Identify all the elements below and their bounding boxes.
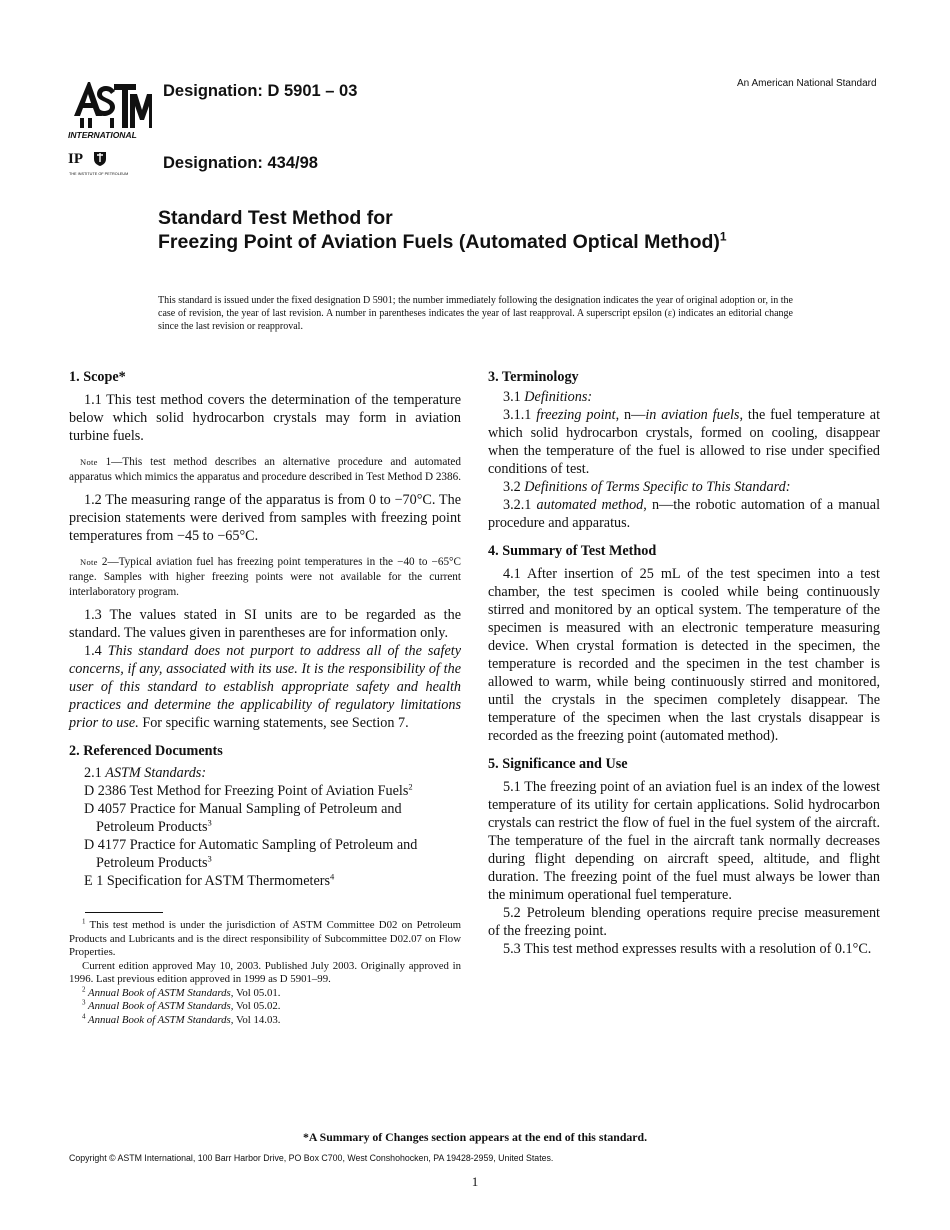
paragraph-1-2: 1.2 The measuring range of the apparatus is from 0 to −70°C. The precision statements were derived from samples with freezing point temperatures from −45 to −65°C. xyxy=(69,492,461,544)
paragraph-5-2: 5.2 Petroleum blending operations require precise measurement of the freezing point. xyxy=(488,905,880,939)
designation-ip: Designation: 434/98 xyxy=(163,154,318,172)
paragraph-1-3: 1.3 The values stated in SI units are to be regarded as the standard. The values given in parentheses are for information only. xyxy=(69,607,461,641)
page-number: 1 xyxy=(471,1174,479,1189)
footnote-3: $^3$ Annual Book of ASTM Standards, Vol 05.02. xyxy=(82,998,281,1012)
paragraph-3-1-1: 3.1.1 freezing point, n—in aviation fuels, the fuel temperature at which solid hydrocarbon crystals, formed on cooling, disappear when the temperature of the fuel is allowed to rise under specified conditions of test. xyxy=(488,407,881,477)
astm-logo xyxy=(66,80,152,140)
footnote-4: $^4$ Annual Book of ASTM Standards, Vol 14.03. xyxy=(82,1011,281,1026)
footnote-1-edition: Current edition approved May 10, 2003. Published July 2003. Originally approved in 1996. Last previous edition approved in 1999 as D 5901–99. xyxy=(69,959,461,985)
referenced-documents-heading: 2. Referenced Documents xyxy=(69,743,223,759)
paragraph-1-4: 1.4 This standard does not purport to address all of the safety concerns, if any, associated with its use. It is the responsibility of the user of this standard to establish appropriate safety and health practices and determine the applicability of regulatory limitations prior to use. For specific warning statements, see Section 7. xyxy=(69,643,461,731)
reference-d2386: D 2386 Test Method for Freezing Point of Aviation Fuels$^2$ xyxy=(84,781,413,799)
paragraph-5-3: 5.3 This test method expresses results with a resolution of 0.1°C. xyxy=(503,941,872,957)
reference-d4057: D 4057 Practice for Manual Sampling of Petroleum and Petroleum Products$^3$ xyxy=(84,801,402,835)
summary-of-changes-note: *A Summary of Changes section appears at the end of this standard. xyxy=(302,1130,648,1144)
paragraph-3-1: 3.1 Definitions: xyxy=(503,389,593,405)
paragraph-4-1: 4.1 After insertion of 25 mL of the test specimen into a test chamber, the test specimen is cooled while being continuously stirred and monitored by an optical system. The temperature of the specimen is measured with an electronic temperature measuring device. When crystal formation is detected in the specimen, the temperature is recorded and the specimen in the test chamber is allowed to warm, while being continuously stirred and monitored, until the crystals in the specimen completely disappear. The temperature of the specimen when the last crystals disappear is recorded as the freezing point (automated method). xyxy=(488,566,880,744)
title-line-1: Standard Test Method for xyxy=(158,207,393,229)
right-column xyxy=(488,368,880,958)
title-footnote-mark: 1 xyxy=(719,229,727,244)
scope-heading: 1. Scope* xyxy=(69,369,126,385)
paragraph-2-1: 2.1 ASTM Standards: xyxy=(84,765,207,781)
reference-d4177: D 4177 Practice for Automatic Sampling of Petroleum and Petroleum Products$^3$ xyxy=(84,837,418,871)
paragraph-5-1: 5.1 The freezing point of an aviation fuel is an index of the lowest temperature of its utility for certain applications. Solid hydrocarbon crystals can restrict the flow of fuel in the fuel system of the aircraft. The temperature of the fuel in the aircraft tank normally decreases during flight depending on aircraft speed, altitude, and flight duration. The freezing point of the fuel must always be lower than the minimum operational fuel temperature. xyxy=(488,779,880,903)
paragraph-1-1: 1.1 This test method covers the determination of the temperature below which solid hydrocarbon crystals may form in aviation turbine fuels. xyxy=(69,392,461,444)
svg-text:THE INSTITUTE OF PETROLEUM: THE INSTITUTE OF PETROLEUM xyxy=(69,172,129,176)
title-line-2: Freezing Point of Aviation Fuels (Automated Optical Method)$^1$ xyxy=(158,229,727,253)
summary-heading: 4. Summary of Test Method xyxy=(488,543,657,559)
paragraph-3-2-1: 3.2.1 automated method, n—the robotic automation of a manual procedure and apparatus. xyxy=(488,497,881,531)
footnote-1: $^1$ This test method is under the jurisdiction of ASTM Committee D02 on Petroleum Products and Lubricants and is the direct responsibility of Subcommittee D02.07 on Flow Properties. xyxy=(69,917,461,958)
designation-astm: Designation: D 5901 – 03 xyxy=(163,82,358,100)
note-1: Note 1—This test method describes an alternative procedure and automated apparatus which mimics the apparatus and procedure described in Test Method D 2386. xyxy=(69,456,462,483)
footnote-2: $^2$ Annual Book of ASTM Standards, Vol 05.01. xyxy=(82,984,281,999)
svg-text:INTERNATIONAL: INTERNATIONAL xyxy=(68,130,137,140)
paragraph-3-2: 3.2 Definitions of Terms Specific to This Standard: xyxy=(503,479,791,495)
footnote-divider xyxy=(85,912,163,913)
document-title xyxy=(158,206,798,254)
national-standard-label: An American National Standard xyxy=(737,78,877,89)
svg-text:IP: IP xyxy=(68,151,83,167)
significance-heading: 5. Significance and Use xyxy=(488,756,628,772)
reference-e1: E 1 Specification for ASTM Thermometers$^4$ xyxy=(84,871,335,889)
ip-logo xyxy=(68,150,129,182)
left-column xyxy=(69,368,461,1027)
issue-note: This standard is issued under the fixed designation D 5901; the number immediately following the designation indicates the year of original adoption or, in the case of revision, the year of last revision. A number in parentheses indicates the year of last reapproval. A superscript epsilon (ε) indicates an editorial change since the last revision or reapproval. xyxy=(158,295,793,332)
copyright-notice: Copyright © ASTM International, 100 Barr Harbor Drive, PO Box C700, West Conshohocken, PA 19428-2959, United States. xyxy=(69,1153,554,1163)
note-2: Note 2—Typical aviation fuel has freezing point temperatures in the −40 to −65°C range. Samples with higher freezing points were not available for the current interlaboratory program. xyxy=(69,556,461,598)
terminology-heading: 3. Terminology xyxy=(488,369,579,385)
